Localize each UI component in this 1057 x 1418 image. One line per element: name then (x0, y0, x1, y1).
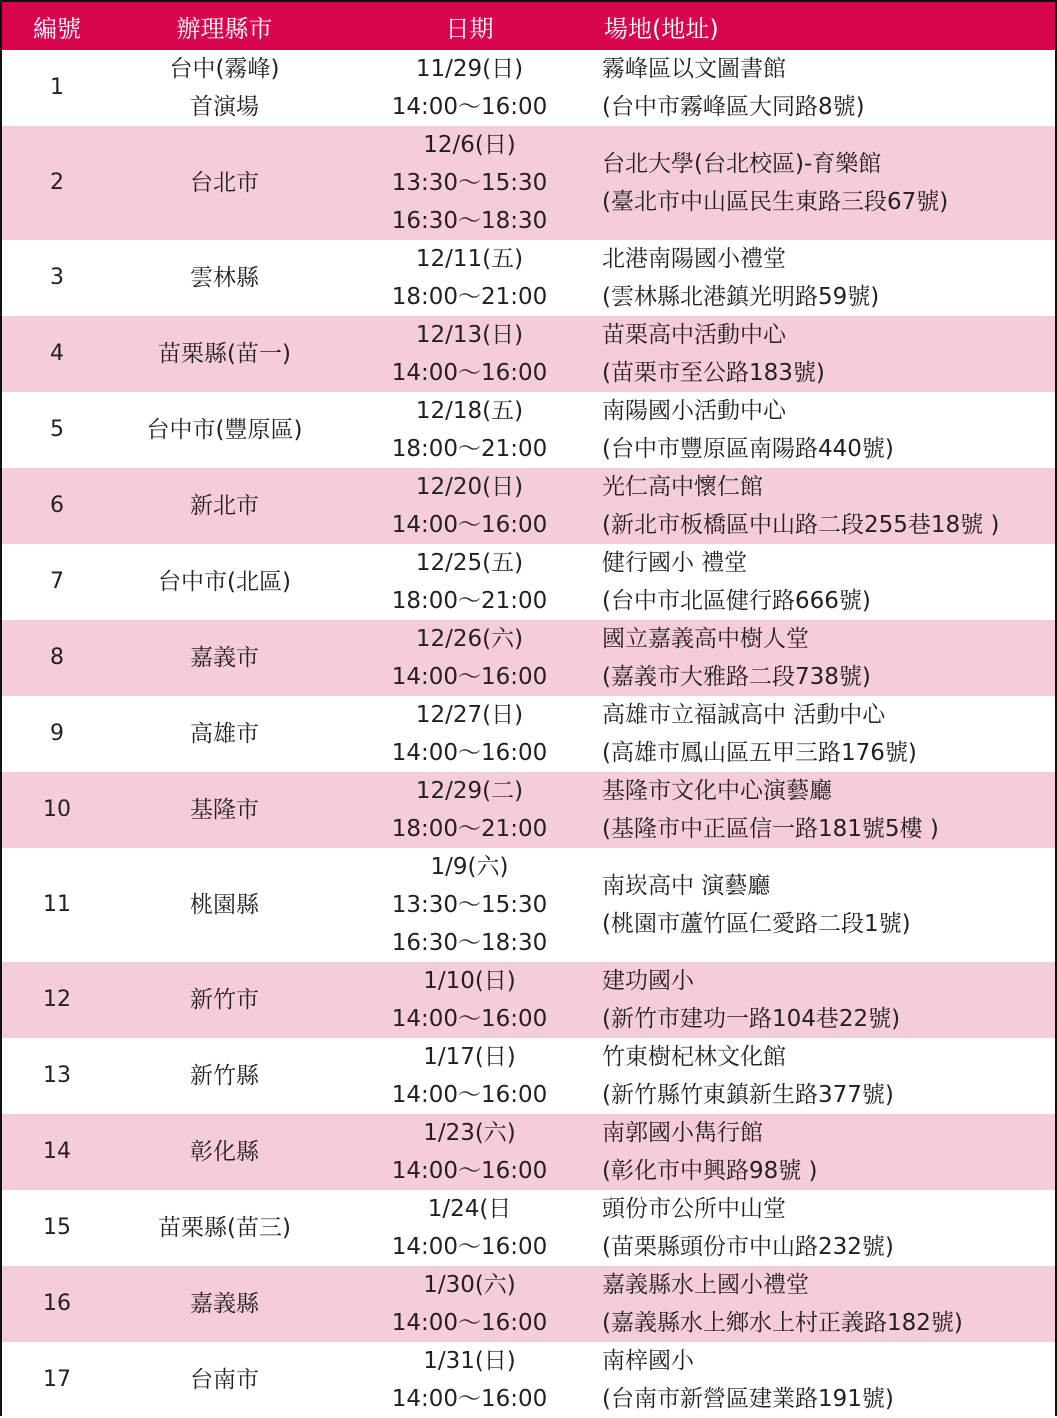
row-venue-line: (彰化市中興路98號 ) (602, 1158, 818, 1184)
row-date (337, 1190, 602, 1266)
row-date-line: 13:30～15:30 (391, 892, 548, 918)
row-date-line: 14:00～16:00 (391, 94, 548, 120)
row-date-line: 14:00～16:00 (391, 360, 548, 386)
row-date (337, 962, 602, 1038)
row-date (337, 772, 602, 848)
table-row (2, 240, 1055, 316)
row-venue-line: (新竹市建功一路104巷22號) (602, 1006, 901, 1032)
row-date (337, 316, 602, 392)
row-city-line: 台中市(北區) (158, 569, 291, 595)
row-city-line: 新竹縣 (190, 1063, 259, 1089)
row-venue (602, 696, 1055, 772)
row-date-line: 18:00～21:00 (391, 588, 548, 614)
row-date-line: 1/17(日) (423, 1044, 516, 1070)
table-row (2, 696, 1055, 772)
header-city: 辦理縣市 (176, 14, 273, 43)
row-venue-line: (苗栗縣頭份市中山路232號) (602, 1234, 894, 1260)
table-row (2, 1038, 1055, 1114)
row-venue (602, 316, 1055, 392)
row-venue-line: (苗栗市至公路183號) (602, 360, 825, 386)
row-number: 4 (50, 341, 64, 366)
row-venue-line: (桃園市蘆竹區仁愛路二段1號) (602, 911, 911, 937)
row-city-line: 彰化縣 (190, 1139, 259, 1165)
row-date-line: 14:00～16:00 (391, 1082, 548, 1108)
row-venue (602, 1342, 1055, 1418)
row-city-line: 苗栗縣(苗一) (158, 341, 291, 367)
row-date-line: 1/9(六) (430, 854, 509, 880)
row-venue-line: 竹東樹杞林文化館 (602, 1044, 786, 1070)
row-date-line: 16:30～18:30 (391, 208, 548, 234)
row-number: 8 (50, 645, 64, 670)
row-number: 2 (50, 170, 64, 195)
row-city-line: 台南市 (190, 1367, 259, 1393)
row-city (112, 1190, 337, 1266)
row-city (112, 316, 337, 392)
row-number: 15 (43, 1215, 71, 1240)
row-number: 17 (43, 1367, 71, 1392)
row-venue-line: (嘉義縣水上鄉水上村正義路182號) (602, 1310, 963, 1336)
table-row (2, 316, 1055, 392)
row-date-line: 12/13(日) (415, 322, 524, 348)
row-date-line: 1/23(六) (423, 1120, 516, 1146)
row-city-line: 新竹市 (190, 987, 259, 1013)
row-city (112, 1114, 337, 1190)
row-venue (602, 544, 1055, 620)
row-venue-line: (台中市豐原區南陽路440號) (602, 436, 894, 462)
header-date: 日期 (445, 14, 494, 43)
row-date-line: 14:00～16:00 (391, 512, 548, 538)
row-venue-line: (高雄市鳳山區五甲三路176號) (602, 740, 917, 766)
row-date-line: 14:00～16:00 (391, 740, 548, 766)
header-venue: 場地(地址) (604, 14, 719, 43)
row-city-line: 嘉義市 (190, 645, 259, 671)
row-date-line: 14:00～16:00 (391, 664, 548, 690)
row-date-line: 16:30～18:30 (391, 930, 548, 956)
row-date-line: 12/29(二) (415, 778, 524, 804)
row-date (337, 240, 602, 316)
row-city-line: 苗栗縣(苗三) (158, 1215, 291, 1241)
row-venue-line: 國立嘉義高中樹人堂 (602, 626, 809, 652)
row-venue-line: 嘉義縣水上國小禮堂 (602, 1272, 809, 1298)
row-venue (602, 50, 1055, 126)
row-venue (602, 1038, 1055, 1114)
row-date (337, 1266, 602, 1342)
row-venue-line: (台南市新營區建業路191號) (602, 1386, 894, 1412)
row-date-line: 1/10(日) (423, 968, 516, 994)
row-city (112, 1038, 337, 1114)
table-row (2, 772, 1055, 848)
row-city-line: 桃園縣 (190, 892, 259, 918)
row-city (112, 392, 337, 468)
row-date (337, 126, 602, 240)
table-row (2, 1266, 1055, 1342)
row-date-line: 18:00～21:00 (391, 436, 548, 462)
row-venue-line: 台北大學(台北校區)-育樂館 (602, 151, 882, 177)
row-venue-line: 南崁高中 演藝廳 (602, 873, 771, 899)
row-city (112, 1266, 337, 1342)
row-venue-line: (新北市板橋區中山路二段255巷18號 ) (602, 512, 1000, 538)
row-date (337, 848, 602, 962)
row-date-line: 14:00～16:00 (391, 1158, 548, 1184)
schedule-table (2, 2, 1055, 1418)
row-city (112, 620, 337, 696)
row-date-line: 14:00～16:00 (391, 1006, 548, 1032)
row-venue-line: 光仁高中懷仁館 (602, 474, 763, 500)
row-date-line: 12/27(日) (415, 702, 524, 728)
row-number: 12 (43, 987, 71, 1012)
row-city (112, 240, 337, 316)
row-venue (602, 240, 1055, 316)
row-city-line: 雲林縣 (190, 265, 259, 291)
row-date-line: 14:00～16:00 (391, 1386, 548, 1412)
row-number: 10 (43, 797, 71, 822)
row-venue (602, 468, 1055, 544)
row-number: 1 (50, 75, 64, 100)
row-venue-line: 高雄市立福誠高中 活動中心 (602, 702, 886, 728)
row-city (112, 696, 337, 772)
row-date (337, 468, 602, 544)
row-date (337, 50, 602, 126)
row-venue-line: (台中市霧峰區大同路8號) (602, 94, 865, 120)
row-venue-line: 健行國小 禮堂 (602, 550, 748, 576)
table-row (2, 620, 1055, 696)
row-date-line: 12/6(日) (423, 132, 516, 158)
row-venue-line: 建功國小 (602, 968, 694, 994)
row-venue (602, 848, 1055, 962)
table-body (2, 50, 1055, 1418)
row-venue (602, 620, 1055, 696)
row-venue-line: 南陽國小活動中心 (602, 398, 786, 424)
row-city (112, 962, 337, 1038)
table-row (2, 126, 1055, 240)
row-venue-line: (台中市北區健行路666號) (602, 588, 871, 614)
row-city (112, 848, 337, 962)
row-date-line: 12/26(六) (415, 626, 524, 652)
table-row (2, 392, 1055, 468)
row-date (337, 696, 602, 772)
row-number: 7 (50, 569, 64, 594)
row-number: 16 (43, 1291, 71, 1316)
row-date-line: 18:00～21:00 (391, 816, 548, 842)
row-date (337, 1038, 602, 1114)
table-row (2, 1342, 1055, 1418)
row-venue-line: 南郭國小雋行館 (602, 1120, 763, 1146)
row-number: 14 (43, 1139, 71, 1164)
row-city-line: 基隆市 (190, 797, 259, 823)
row-venue-line: (臺北市中山區民生東路三段67號) (602, 189, 949, 215)
row-date-line: 14:00～16:00 (391, 1310, 548, 1336)
table-header-row (2, 2, 1055, 50)
row-city-line: 台中市(豐原區) (146, 417, 303, 443)
row-date (337, 1342, 602, 1418)
row-venue-line: 北港南陽國小禮堂 (602, 246, 786, 272)
table-row (2, 962, 1055, 1038)
row-date-line: 12/11(五) (415, 246, 524, 272)
row-number: 6 (50, 493, 64, 518)
header-number: 編號 (33, 14, 81, 43)
row-city-line: 高雄市 (190, 721, 259, 747)
row-venue-line: 霧峰區以文圖書館 (602, 56, 786, 82)
row-city (112, 1342, 337, 1418)
row-city-line: 新北市 (190, 493, 259, 519)
row-date-line: 18:00～21:00 (391, 284, 548, 310)
row-city (112, 126, 337, 240)
row-venue-line: 苗栗高中活動中心 (602, 322, 786, 348)
row-number: 5 (50, 417, 64, 442)
row-date-line: 1/24(日 (427, 1196, 512, 1222)
row-city-line: 台北市 (190, 170, 259, 196)
row-venue-line: (嘉義市大雅路二段738號) (602, 664, 871, 690)
row-venue-line: (新竹縣竹東鎮新生路377號) (602, 1082, 894, 1108)
row-venue (602, 126, 1055, 240)
table-row (2, 50, 1055, 126)
row-date-line: 14:00～16:00 (391, 1234, 548, 1260)
table-row (2, 1190, 1055, 1266)
row-date (337, 1114, 602, 1190)
row-number: 13 (43, 1063, 71, 1088)
row-number: 11 (43, 892, 71, 917)
row-venue (602, 1190, 1055, 1266)
row-date-line: 1/31(日) (423, 1348, 516, 1374)
row-date-line: 13:30～15:30 (391, 170, 548, 196)
row-city-line: 首演場 (190, 94, 259, 120)
row-number: 3 (50, 265, 64, 290)
row-venue (602, 772, 1055, 848)
row-venue (602, 962, 1055, 1038)
row-city-line: 嘉義縣 (190, 1291, 259, 1317)
row-date (337, 392, 602, 468)
row-venue (602, 1266, 1055, 1342)
row-venue (602, 1114, 1055, 1190)
row-date-line: 1/30(六) (423, 1272, 516, 1298)
row-city (112, 468, 337, 544)
row-city (112, 544, 337, 620)
row-number: 9 (50, 721, 64, 746)
row-venue-line: 南梓國小 (602, 1348, 694, 1374)
row-venue (602, 392, 1055, 468)
row-venue-line: (基隆市中正區信一路181號5樓 ) (602, 816, 939, 842)
row-venue-line: 基隆市文化中心演藝廳 (602, 778, 832, 804)
row-date (337, 620, 602, 696)
row-city (112, 50, 337, 126)
row-date-line: 12/20(日) (415, 474, 524, 500)
table-row (2, 848, 1055, 962)
row-city (112, 772, 337, 848)
row-city-line: 台中(霧峰) (169, 56, 280, 82)
row-date-line: 12/18(五) (415, 398, 524, 424)
row-venue-line: 頭份市公所中山堂 (602, 1196, 786, 1222)
row-date-line: 11/29(日) (415, 56, 524, 82)
row-date (337, 544, 602, 620)
row-date-line: 12/25(五) (415, 550, 524, 576)
row-venue-line: (雲林縣北港鎮光明路59號) (602, 284, 880, 310)
table-row (2, 544, 1055, 620)
table-row (2, 468, 1055, 544)
table-row (2, 1114, 1055, 1190)
